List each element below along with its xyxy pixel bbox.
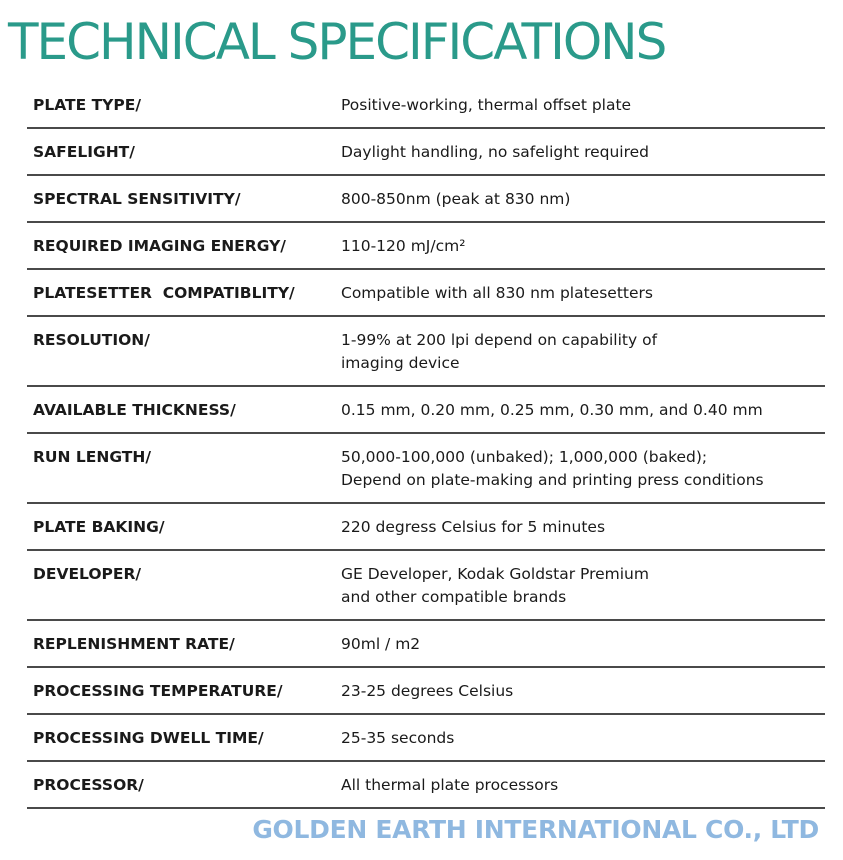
spec-value (341, 94, 825, 117)
spec-row-available-thickness (27, 387, 825, 434)
spec-row-spectral-sensitivity (27, 176, 825, 223)
spec-row-processor (27, 762, 825, 809)
spec-value (341, 446, 825, 492)
spec-value (341, 329, 825, 375)
spec-label: DEVELOPER/ (33, 565, 142, 583)
spec-label: REQUIRED IMAGING ENERGY/ (33, 237, 286, 255)
spec-value (341, 563, 825, 609)
spec-value-line: 90ml / m2 (341, 635, 421, 653)
spec-value-line: 23-25 degrees Celsius (341, 682, 514, 700)
spec-row-developer (27, 551, 825, 621)
spec-label: PLATE BAKING/ (33, 518, 165, 536)
spec-value-line: 220 degress Celsius for 5 minutes (341, 518, 606, 536)
spec-value-line: Daylight handling, no safelight required (341, 143, 650, 161)
spec-value-line: 1-99% at 200 lpi depend on capability of (341, 331, 658, 349)
spec-value (341, 188, 825, 211)
spec-label: AVAILABLE THICKNESS/ (33, 401, 236, 419)
spec-value (341, 680, 825, 703)
spec-label: SAFELIGHT/ (33, 143, 135, 161)
spec-value (341, 774, 825, 797)
spec-row-processing-temperature (27, 668, 825, 715)
spec-row-platesetter-compatiblity (27, 270, 825, 317)
spec-row-replenishment-rate (27, 621, 825, 668)
spec-label: PLATE TYPE/ (33, 96, 141, 114)
spec-value (341, 516, 825, 539)
spec-row-safelight (27, 129, 825, 176)
spec-value (341, 235, 825, 258)
spec-label: SPECTRAL SENSITIVITY/ (33, 190, 241, 208)
spec-label: PROCESSOR/ (33, 776, 144, 794)
spec-value (341, 399, 825, 422)
spec-value (341, 282, 825, 305)
spec-label: PLATESETTER COMPATIBLITY/ (33, 284, 295, 302)
company-name: GOLDEN EARTH INTERNATIONAL CO., LTD (252, 815, 819, 844)
spec-value-line: Depend on plate-making and printing press conditions (341, 471, 764, 489)
spec-table (27, 82, 825, 809)
spec-value-line: 0.15 mm, 0.20 mm, 0.25 mm, 0.30 mm, and 0.40 mm (341, 401, 763, 419)
spec-label: RESOLUTION/ (33, 331, 150, 349)
spec-row-required-imaging-energy (27, 223, 825, 270)
spec-label: REPLENISHMENT RATE/ (33, 635, 235, 653)
spec-value (341, 633, 825, 656)
spec-label: RUN LENGTH/ (33, 448, 151, 466)
spec-value (341, 727, 825, 750)
spec-value-line: and other compatible brands (341, 588, 567, 606)
spec-value-line: 110-120 mJ/cm² (341, 237, 466, 255)
spec-label: PROCESSING DWELL TIME/ (33, 729, 264, 747)
spec-row-plate-baking (27, 504, 825, 551)
spec-value-line: All thermal plate processors (341, 776, 559, 794)
spec-row-run-length (27, 434, 825, 504)
spec-value-line: GE Developer, Kodak Goldstar Premium (341, 565, 649, 583)
spec-row-plate-type (27, 82, 825, 129)
spec-row-processing-dwell-time (27, 715, 825, 762)
spec-value-line: imaging device (341, 354, 460, 372)
spec-value (341, 141, 825, 164)
spec-label: PROCESSING TEMPERATURE/ (33, 682, 283, 700)
page-title: TECHNICAL SPECIFICATIONS (8, 13, 666, 71)
spec-value-line: 50,000-100,000 (unbaked); 1,000,000 (baked); (341, 448, 708, 466)
spec-value-line: 800-850nm (peak at 830 nm) (341, 190, 571, 208)
spec-value-line: Compatible with all 830 nm platesetters (341, 284, 653, 302)
spec-value-line: 25-35 seconds (341, 729, 455, 747)
spec-value-line: Positive-working, thermal offset plate (341, 96, 632, 114)
spec-row-resolution (27, 317, 825, 387)
